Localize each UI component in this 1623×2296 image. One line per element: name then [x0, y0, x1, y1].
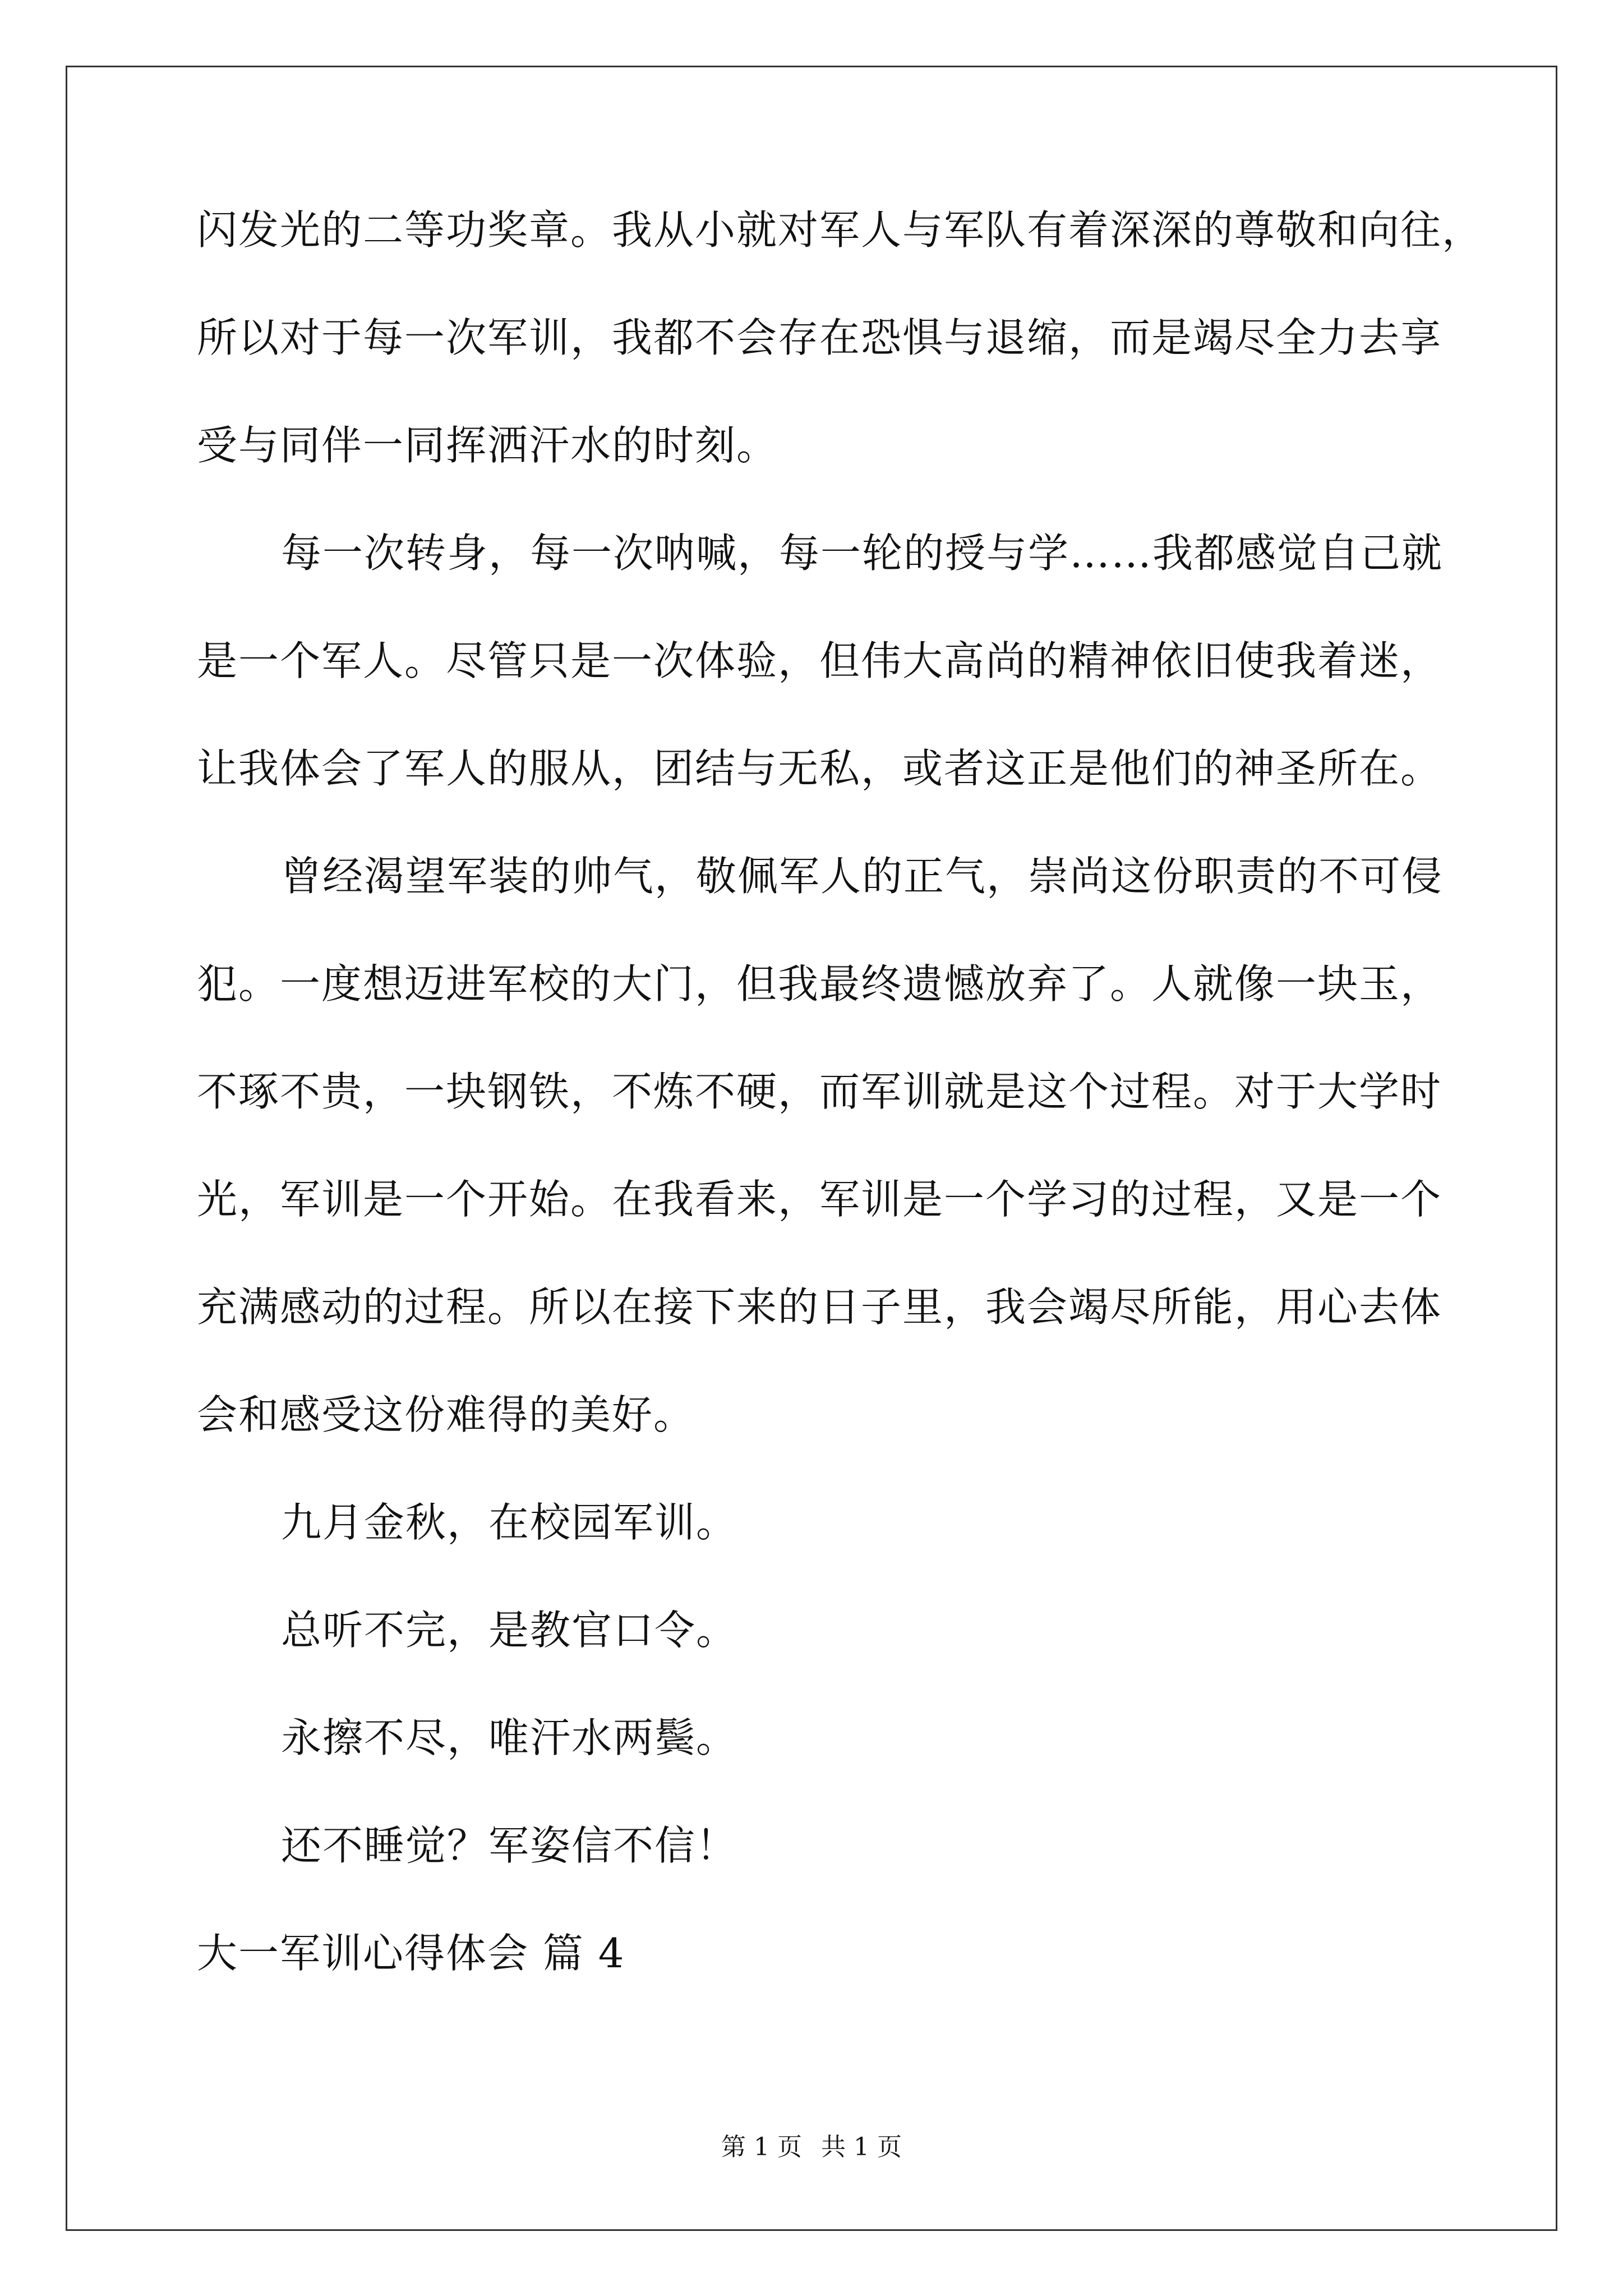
- paragraph-line: 不琢不贵，一块钢铁，不炼不硬，而军训就是这个过程。对于大学时: [197, 1068, 1442, 1115]
- paragraph-line: 会和感受这份难得的美好。: [197, 1391, 695, 1438]
- poem-line: 九月金秋，在校园军训。: [281, 1499, 738, 1546]
- poem-line: 永擦不尽，唯汗水两鬓。: [281, 1714, 738, 1761]
- page-number: 第 1 页: [721, 2133, 802, 2161]
- paragraph-line: 所以对于每一次军训，我都不会存在恐惧与退缩，而是竭尽全力去享: [197, 314, 1442, 361]
- poem-line: 总听不完，是教官口令。: [281, 1607, 738, 1654]
- paragraph-line: 闪发光的二等功奖章。我从小就对军人与军队有着深深的尊敬和向往，: [197, 206, 1484, 254]
- paragraph-line: 曾经渴望军装的帅气，敬佩军人的正气，崇尚这份职责的不可侵: [281, 853, 1444, 900]
- paragraph-line: 光，军训是一个开始。在我看来，军训是一个学习的过程，又是一个: [197, 1176, 1442, 1223]
- page-total: 共 1 页: [821, 2133, 902, 2161]
- page-border: [66, 66, 1557, 2231]
- paragraph-line: 是一个军人。尽管只是一次体验，但伟大高尚的精神依旧使我着迷，: [197, 637, 1442, 684]
- paragraph-line: 充满感动的过程。所以在接下来的日子里，我会竭尽所能，用心去体: [197, 1283, 1442, 1331]
- paragraph-line: 犯。一度想迈进军校的大门，但我最终遗憾放弃了。人就像一块玉，: [197, 960, 1442, 1007]
- paragraph-line: 让我体会了军人的服从，团结与无私，或者这正是他们的神圣所在。: [197, 745, 1442, 792]
- poem-line: 还不睡觉？军姿信不信！: [281, 1822, 738, 1869]
- paragraph-line: 受与同伴一同挥洒汗水的时刻。: [197, 422, 778, 469]
- page-footer: [0, 2131, 1623, 2164]
- section-heading: 大一军训心得体会 篇 4: [197, 1930, 625, 1977]
- paragraph-line: 每一次转身，每一次呐喊，每一轮的授与学……我都感觉自己就: [281, 530, 1444, 577]
